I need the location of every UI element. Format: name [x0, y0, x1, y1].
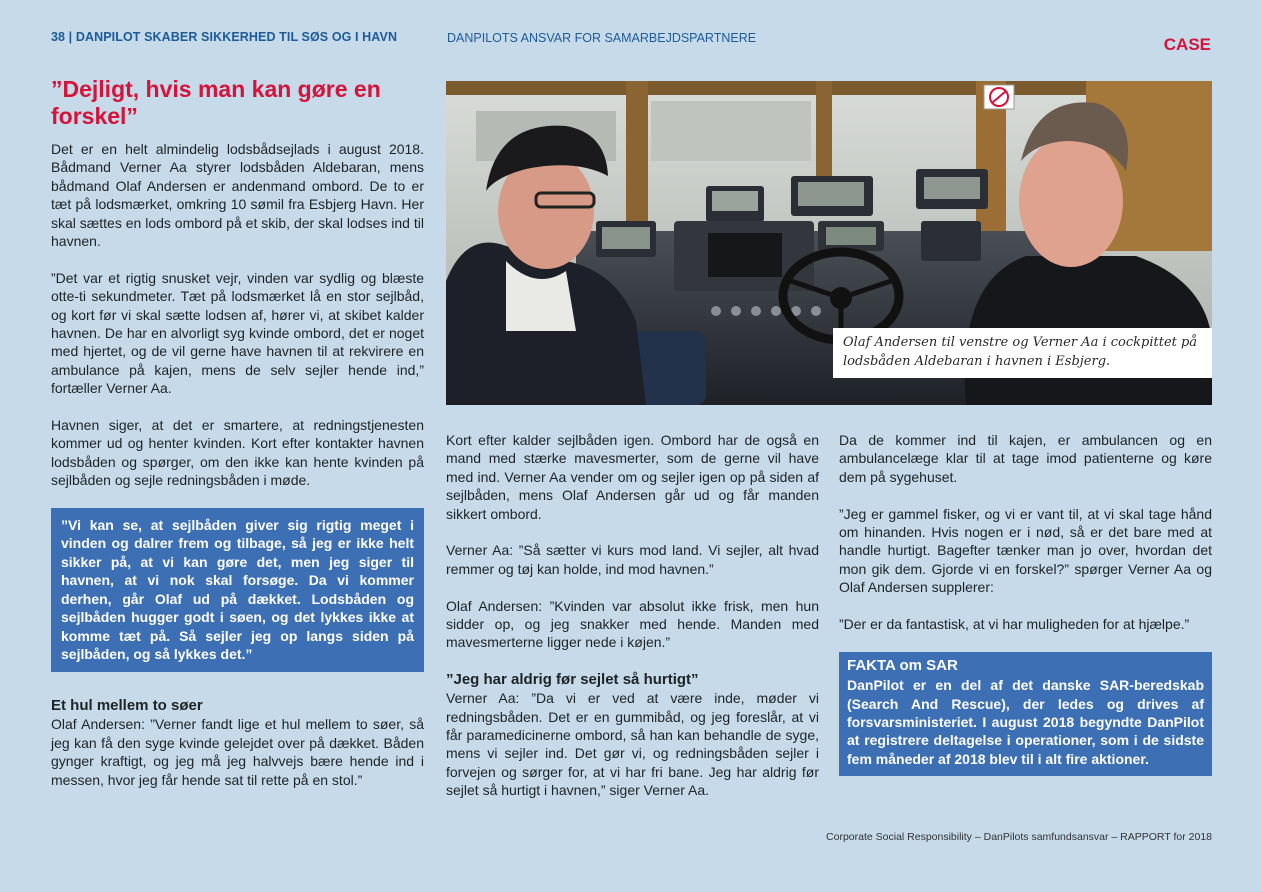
case-tag: CASE	[1163, 35, 1211, 54]
paragraph: Havnen siger, at det er smartere, at redningstjenesten kommer ud og henter kvinden. Kort efter kontakter havnen lodsbåden og spørger, om den ikke kan hente kvinden på sejlbåden og sejle redningsbåden i møde.	[51, 417, 424, 489]
paragraph: ”Der er da fantastisk, at vi har muligheden for at hjælpe.”	[839, 616, 1190, 633]
paragraph: Da de kommer ind til kajen, er ambulancen og en ambulancelæge klar til at tage imod patienterne og køre dem på sygehuset.	[839, 432, 1212, 485]
paragraph: Kort efter kalder sejlbåden igen. Ombord har de også en mand med stærke mavesmerter, som de gerne vil have med ind. Verner Aa vender om og sejler igen op på siden af sejlbåden, mens Olaf Andersen går ud og får manden sikkert ombord.	[446, 432, 819, 522]
paragraph: Det er en helt almindelig lodsbådsejlads i august 2018. Bådmand Verner Aa styrer lodsbåden Aldebaran, mens bådmand Olaf Andersen er andenmand ombord. De to er tæt på lodsmærket, omkring 10 sømil fra Esbjerg Havn. Her skal sættes en lods ombord på et skib, der skal lodses ind til havnen.	[51, 141, 424, 250]
pull-quote-box: ”Vi kan se, at sejlbåden giver sig rigtig meget i vinden og dalrer frem og tilbage, så jeg er ikke helt sikker på, at vi kan gøre det, men jeg siger til havnen, at vi nok skal forsøge. Da vi kommer derhen, går Olaf ud på dækket. Lodsbåden og sejlbåden hugger godt i søen, og det lykkes ikke at komme tæt på. Så sejler jeg op langs siden på sejlbåden, og så lykkes det.”	[51, 508, 424, 672]
no-smoking-icon	[984, 85, 1014, 109]
page-footer: Corporate Social Responsibility – DanPilots samfundsansvar – RAPPORT for 2018	[826, 831, 1212, 843]
article-column-2	[446, 431, 819, 818]
paragraph: Verner Aa: ”Så sætter vi kurs mod land. Vi sejler, alt hvad remmer og tøj kan holde, ind mod havnen.”	[446, 542, 819, 577]
article-column-3	[839, 431, 1212, 776]
page-header-section: 38 | DANPILOT SKABER SIKKERHED TIL SØS OG I HAVN	[51, 30, 398, 44]
paragraph: Olaf Andersen: ”Verner fandt lige et hul mellem to søer, så jeg kan få den syge kvinde gelejdet over på dækket. Båden gynger kraftigt, og jeg må jeg halvvejs bære hende ind i messen, hvor jeg får hende sat til rette på en stol.”	[51, 716, 424, 788]
paragraph: Verner Aa: ”Da vi er ved at være inde, møder vi redningsbåden. Det er en gummibåd, og jeg foreslår, at vi får paramedicinerne ombord, så han kan behandle de syge, mens vi sejler ind. Det gør vi, og redningsbåden sejler i forvejen og sørger for, at vi har fri bane. Jeg har aldrig før sejlet så hurtigt i havnen,” siger Verner Aa.	[446, 690, 819, 799]
paragraph: Olaf Andersen: ”Kvinden var absolut ikke frisk, men hun sidder op, og jeg snakker med hende. Manden med mavesmerterne ligger nede i køjen.”	[446, 597, 819, 651]
fact-box-body: DanPilot er en del af det danske SAR-beredskab (Search And Rescue), der ledes og drives af forsvarsministeriet. I august 2018 begyndte DanPilot at registrere deltagelse i operationer, som i de sidste fem måneder af 2018 blev til i alt fire aktioner.	[847, 677, 1204, 767]
paragraph: ”Det var et rigtig snusket vejr, vinden var sydlig og blæste otte-ti sekundmeter. Tæt på lodsmærket lå en stor sejlbåd, og kort før vi skal sætte lodsen af, hører vi, at skibet kalder havnen. De har en alvorligt syg kvinde ombord, det er noget med hjertet, og de vil gerne have havnen til at rekvirere en ambulance på kajen, mens de selv sejler hende ind,” fortæller Verner Aa.	[51, 269, 424, 397]
subheading: Et hul mellem to søer	[51, 697, 203, 715]
page-header-topic: DANPILOTS ANSVAR FOR SAMARBEJDSPARTNERE	[447, 31, 757, 45]
subheading: ”Jeg har aldrig før sejlet så hurtigt”	[446, 671, 699, 689]
cockpit-photo	[446, 81, 1212, 405]
photo-caption: Olaf Andersen til venstre og Verner Aa i cockpittet på lodsbåden Aldebaran i havnen i Esbjerg.	[833, 328, 1212, 378]
fact-box	[839, 652, 1212, 776]
article-column-1	[51, 140, 424, 807]
paragraph: ”Jeg er gammel fisker, og vi er vant til, at vi skal tage hånd om hinanden. Hvis nogen er i nød, så er det bare med at handle hurtigt. Bagefter tænker man jo over, hvordan det mon gik dem. Gjorde vi en forskel?” spørger Verner Aa og Olaf Andersen supplerer:	[839, 505, 1212, 596]
fact-box-heading: FAKTA om SAR	[847, 656, 958, 674]
article-title: ”Dejligt, hvis man kan gøre en forskel”	[51, 76, 381, 129]
